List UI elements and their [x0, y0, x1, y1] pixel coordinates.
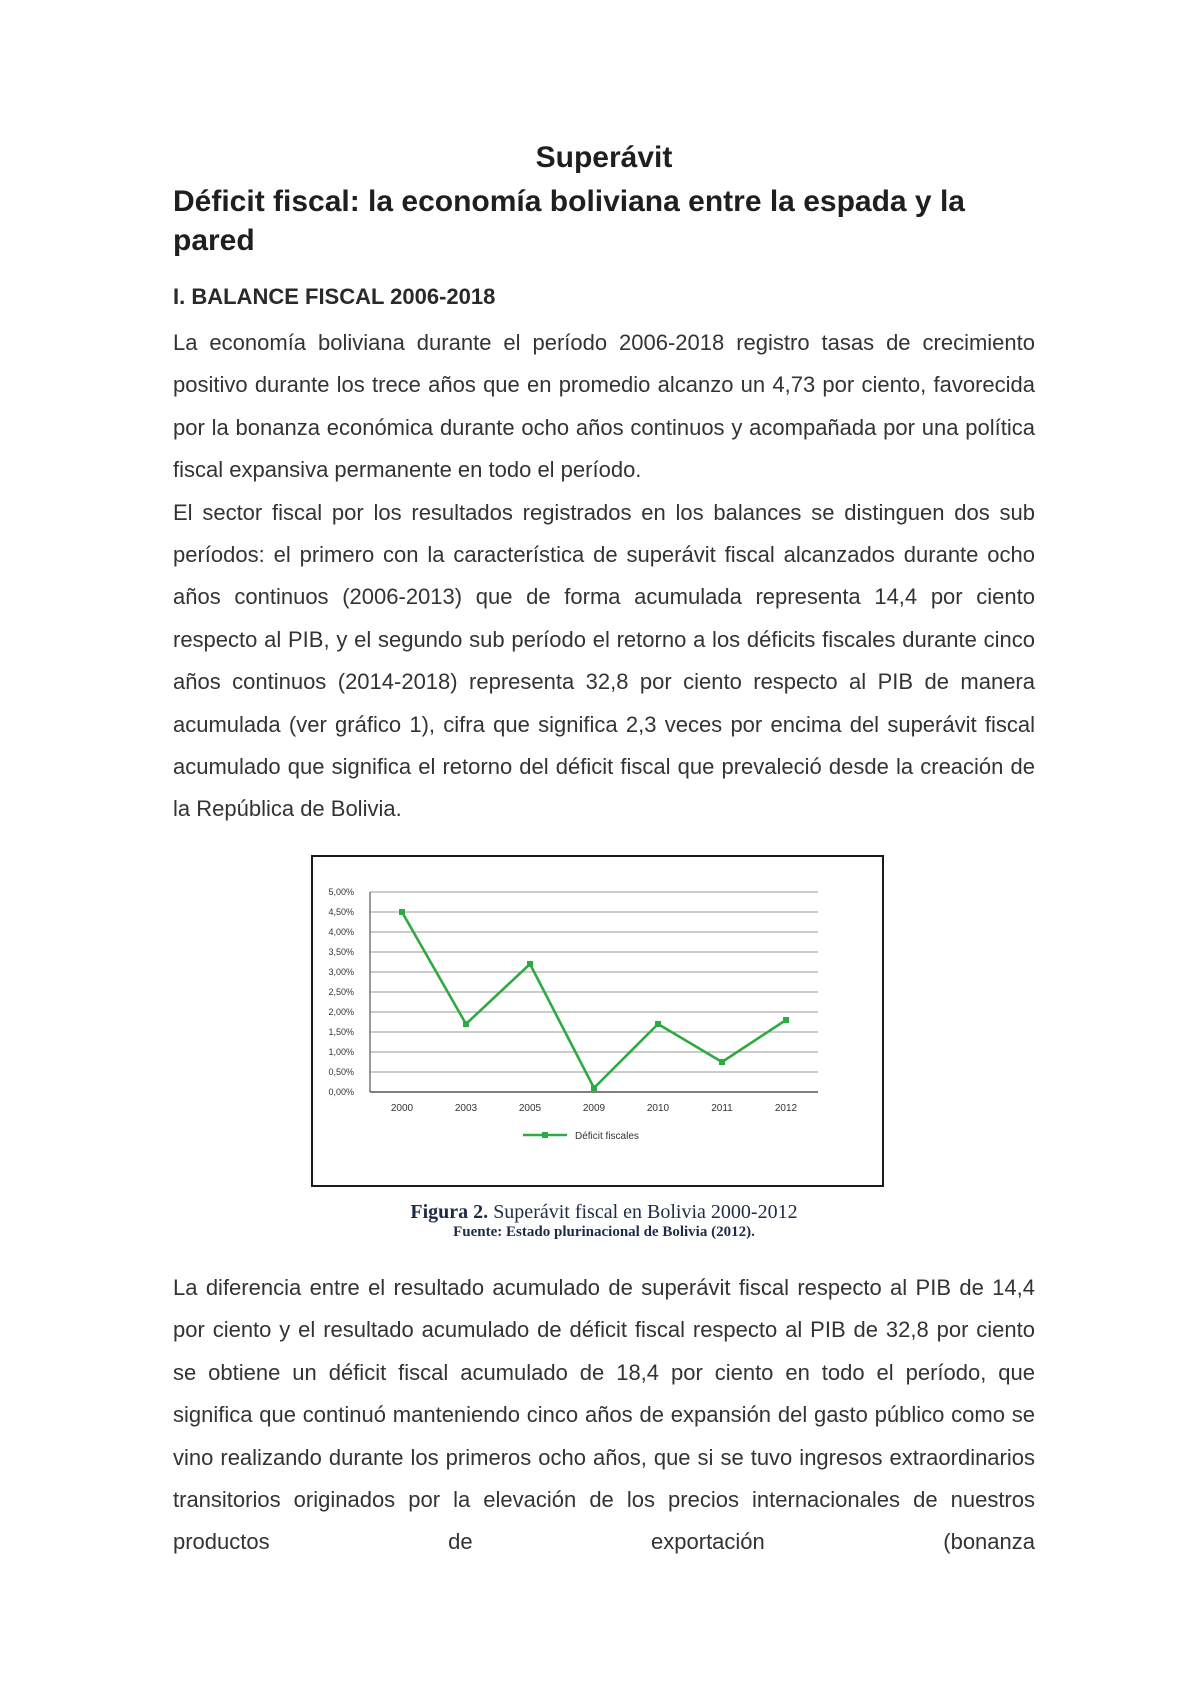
data-point — [719, 1059, 725, 1065]
document-body — [173, 140, 1035, 1564]
document-title: Superávit — [535, 141, 673, 174]
data-point — [655, 1021, 661, 1027]
caption-source-line — [173, 1223, 1035, 1241]
y-tick-label: 0,00% — [328, 1086, 354, 1097]
y-tick-label: 4,00% — [328, 926, 354, 937]
series-line — [402, 912, 786, 1088]
document-subtitle: Déficit fiscal: la economía boliviana entre la espada y la pared — [173, 185, 965, 257]
caption-source-label: Fuente: — [453, 1223, 503, 1240]
y-tick-label: 1,50% — [328, 1026, 354, 1037]
data-point — [783, 1017, 789, 1023]
y-tick-label: 3,50% — [328, 946, 354, 957]
section-heading: I. BALANCE FISCAL 2006-2018 — [173, 284, 496, 309]
caption-text: Superávit fiscal en Bolivia 2000-2012 — [493, 1200, 798, 1223]
data-point — [463, 1021, 469, 1027]
data-point — [399, 909, 405, 915]
paragraph-fiscal-sector: El sector fiscal por los resultados registrados en los balances se distinguen dos sub períodos: el primero con la característica de superávit fiscal alcanzados durante ocho años continuos (2006-2013) que de forma acumulada representa 14,4 por ciento respecto al PIB, y el segundo sub período el retorno a los déficits fiscales durante cinco años continuos (2014-2018) representa 32,8 por ciento respecto al PIB de manera acumulada (ver gráfico 1), cifra que significa 2,3 veces por encima del superávit fiscal acumulado que significa el retorno del déficit fiscal que prevaleció desde la creación de la República de Bolivia. — [173, 499, 1035, 822]
paragraph-intro: La economía boliviana durante el período 2006-2018 registro tasas de crecimiento positivo durante los trece años que en promedio alcanzo un 4,73 por ciento, favorecida por la bonanza económica durante ocho años continuos y acompañada por una política fiscal expansiva permanente en todo el período. — [173, 330, 1035, 483]
data-point — [527, 961, 533, 967]
paragraph-difference: La diferencia entre el resultado acumulado de superávit fiscal respecto al PIB de 14,4 por ciento y el resultado acumulado de déficit fiscal respecto al PIB de 32,8 por ciento se obtiene un déficit fiscal acumulado de 18,4 por ciento en todo el período, que significa que continuó manteniendo cinco años de expansión del gasto público como se vino realizando durante los primeros ocho años, que si se tuvo ingresos extraordinarios transitorios originados por la elevación de los precios internacionales de nuestros productos de exportación (bonanza — [173, 1274, 1035, 1555]
x-tick-label: 2009 — [582, 1102, 606, 1114]
figure-caption — [173, 1201, 1035, 1241]
x-tick-label: 2005 — [518, 1102, 542, 1114]
y-tick-label: 3,00% — [328, 966, 354, 977]
x-tick-label: 2000 — [390, 1102, 414, 1114]
y-tick-label: 2,50% — [328, 986, 354, 997]
x-tick-label: 2012 — [774, 1102, 798, 1114]
caption-title-line — [173, 1201, 1035, 1223]
y-tick-label: 0,50% — [328, 1066, 354, 1077]
x-tick-label: 2011 — [711, 1102, 733, 1114]
chart-frame — [311, 855, 884, 1187]
caption-source-text: Estado plurinacional de Bolivia (2012). — [506, 1223, 755, 1240]
x-tick-label: 2003 — [454, 1102, 478, 1114]
x-tick-label: 2010 — [646, 1102, 670, 1114]
caption-label: Figura 2. — [410, 1200, 489, 1223]
figure — [173, 855, 1035, 1241]
y-tick-label: 5,00% — [328, 886, 354, 897]
line-chart — [313, 857, 882, 1185]
y-tick-label: 2,00% — [328, 1006, 354, 1017]
legend-label: Déficit fiscales — [575, 1130, 639, 1142]
y-tick-label: 1,00% — [328, 1046, 354, 1057]
y-tick-label: 4,50% — [328, 906, 354, 917]
legend-marker — [542, 1132, 548, 1138]
data-point — [591, 1085, 597, 1091]
